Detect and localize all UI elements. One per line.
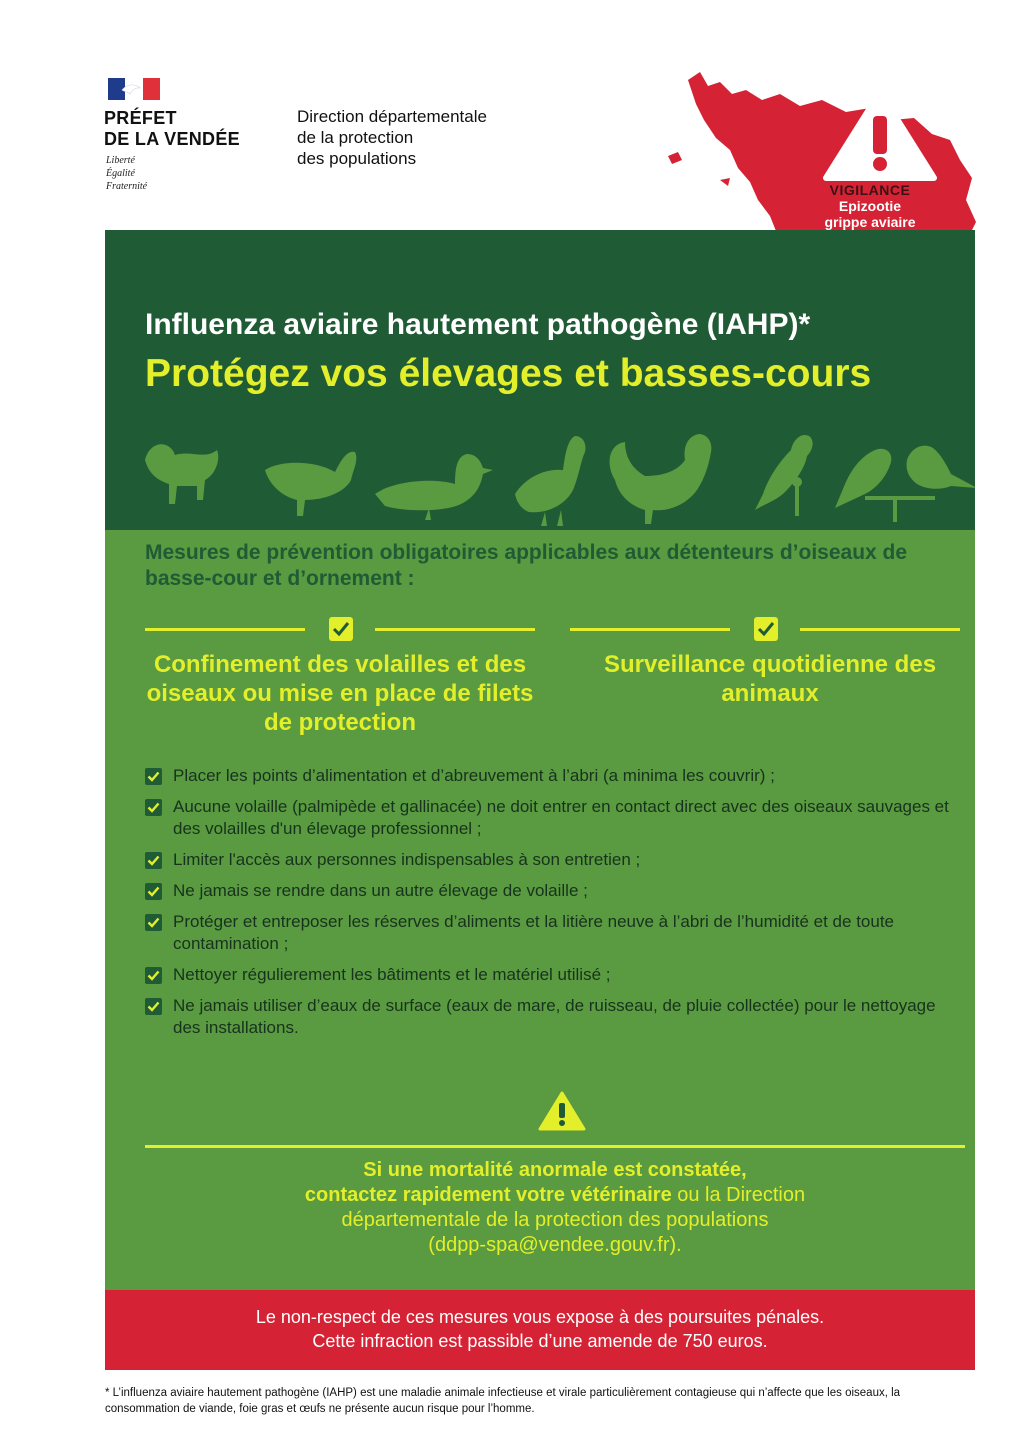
header-band <box>105 230 975 530</box>
rule-text: Aucune volaille (palmipède et gallinacée) ne doit entrer en contact direct avec des oiseaux sauvages et des volailles d'un élevage professionnel ; <box>173 797 949 838</box>
contact-email: (ddpp-spa@vendee.gouv.fr). <box>428 1234 682 1256</box>
direction-name: Direction départementale de la protection des populations <box>297 107 487 168</box>
surveillance-title: Surveillance quotidienne des animaux <box>603 651 937 707</box>
page-title: Influenza aviaire hautement pathogène (IAHP)* <box>145 308 811 341</box>
birds-silhouettes-icon <box>105 420 975 530</box>
rule-text: Ne jamais se rendre dans un autre élevage de volaille ; <box>173 881 588 900</box>
list-item <box>145 796 965 840</box>
rule-text: Limiter l'accès aux personnes indispensables à son entretien ; <box>173 850 641 869</box>
confinement-title: Confinement des volailles et des oiseaux ou mise en place de filets de protection <box>146 651 534 736</box>
vigilance-line3: grippe aviaire <box>824 214 916 230</box>
page-subtitle: Protégez vos élevages et basses-cours <box>145 352 872 395</box>
list-item <box>145 765 965 787</box>
warning-icon <box>537 1090 587 1132</box>
divider <box>375 628 535 631</box>
rule-text: Nettoyer régulierement les bâtiments et le matériel utilisé ; <box>173 965 611 984</box>
rule-text: Placer les points d’alimentation et d’abreuvement à l’abri (a minima les couvrir) ; <box>173 766 775 785</box>
checkbox-icon <box>145 914 162 931</box>
divider <box>145 1145 965 1148</box>
divider <box>800 628 960 631</box>
mesures-heading: Mesures de prévention obligatoires applicables aux détenteurs d’oiseaux de basse-cour et d’ornement : <box>145 541 908 590</box>
checkbox-icon <box>145 852 162 869</box>
checkbox-icon <box>145 967 162 984</box>
list-item <box>145 964 965 986</box>
penalty-line1: Le non-respect de ces mesures vous expose à des poursuites pénales. <box>255 1307 825 1327</box>
footnote: * L’influenza aviaire hautement pathogène (IAHP) est une maladie animale infectieuse et virale particulièrement contagieuse qui n’affecte que les oiseaux, la consommation de viande, foie gras et œufs ne présente aucun risque pour l’homme. <box>105 1387 901 1415</box>
penalty-text <box>105 1305 975 1353</box>
vigilance-label <box>790 182 950 230</box>
checkbox-icon <box>145 768 162 785</box>
contact-line2-bold: contactez rapidement votre vétérinaire <box>304 1184 672 1206</box>
vigilance-line2: Epizootie <box>838 198 902 214</box>
list-item <box>145 911 965 955</box>
republic-motto: Liberté Égalité Fraternité <box>106 155 148 192</box>
contact-block <box>145 1158 965 1258</box>
contact-line1: Si une mortalité anormale est constatée, <box>363 1159 747 1181</box>
rule-text: Ne jamais utiliser d’eaux de surface (eaux de mare, de ruisseau, de pluie collectée) pour le nettoyage des installations. <box>173 996 936 1037</box>
divider <box>145 628 305 631</box>
checkbox-icon <box>145 998 162 1015</box>
penalty-banner <box>105 1290 975 1370</box>
checkbox-icon <box>145 799 162 816</box>
checkbox-icon <box>754 617 778 641</box>
contact-line3: départementale de la protection des populations <box>341 1209 769 1231</box>
column-2-header <box>570 617 960 643</box>
contact-line2-normal: ou la Direction <box>671 1184 806 1206</box>
prefet-name: PRÉFET DE LA VENDÉE <box>104 108 240 149</box>
list-item <box>145 849 965 871</box>
checkbox-icon <box>145 883 162 900</box>
rules-list <box>145 765 965 1048</box>
checkbox-icon <box>329 617 353 641</box>
list-item <box>145 880 965 902</box>
penalty-line2: Cette infraction est passible d’une amende de 750 euros. <box>312 1331 768 1351</box>
rule-text: Protéger et entreposer les réserves d’aliments et la litière neuve à l’abri de l’humidité et de toute contamination ; <box>173 912 894 953</box>
main-panel <box>105 230 975 1290</box>
marianne-logo-icon <box>108 78 160 100</box>
list-item <box>145 995 965 1039</box>
divider <box>570 628 730 631</box>
vigilance-line1: VIGILANCE <box>829 182 911 198</box>
column-1-header <box>145 617 535 643</box>
